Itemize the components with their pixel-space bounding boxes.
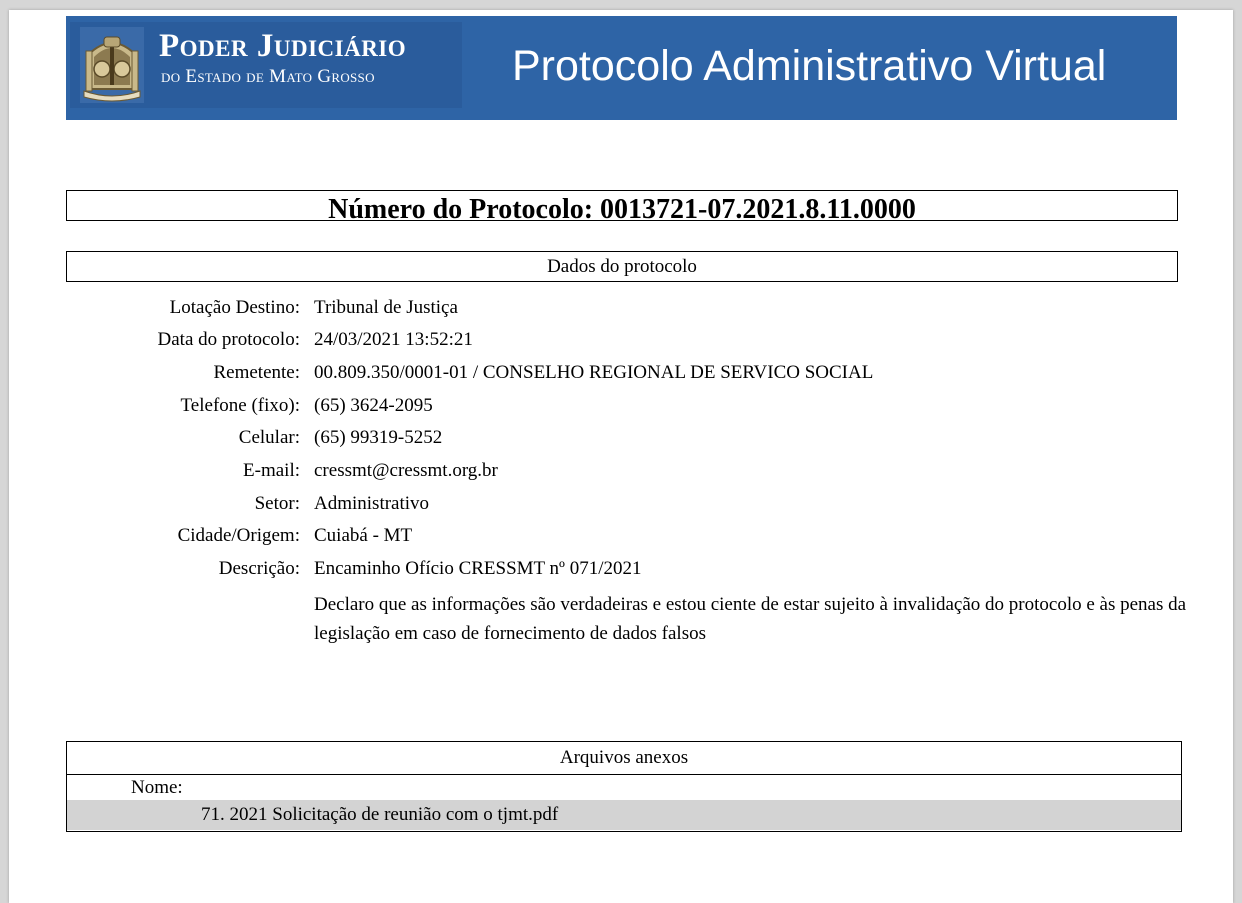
- attachments-table: [66, 741, 1182, 832]
- field-value: Tribunal de Justiça: [314, 297, 458, 318]
- field-label: Setor:: [254, 493, 300, 514]
- declaration-text: Declaro que as informações são verdadeiras e estou ciente de estar sujeito à invalidação do protocolo e às penas da legislação em caso de fornecimento de dados falsos: [314, 594, 1187, 644]
- field-label: Remetente:: [213, 362, 300, 383]
- dados-section-header: Dados do protocolo: [66, 251, 1178, 282]
- field-value: cressmt@cressmt.org.br: [314, 460, 498, 481]
- field-value: Administrativo: [314, 493, 430, 514]
- header-banner: [66, 16, 1177, 120]
- protocol-number: Número do Protocolo: 0013721-07.2021.8.11.0000: [328, 194, 916, 221]
- protocol-number-box: [66, 190, 1178, 221]
- field-value: (65) 99319-5252: [314, 427, 443, 448]
- field-label: Celular:: [238, 427, 300, 448]
- field-label: Cidade/Origem:: [177, 525, 300, 546]
- org-subtitle: do Estado de Mato Grosso: [161, 66, 375, 87]
- attachments-column-header: Nome:: [131, 777, 183, 798]
- field-label: Data do protocolo:: [157, 329, 300, 350]
- field-label: Lotação Destino:: [169, 297, 300, 318]
- field-label: Descrição:: [218, 558, 300, 579]
- org-name: Poder Judiciário: [159, 28, 407, 64]
- field-value: 24/03/2021 13:52:21: [314, 329, 473, 350]
- field-value: Cuiabá - MT: [314, 525, 413, 546]
- court-logo: [70, 22, 462, 108]
- field-label: Telefone (fixo):: [180, 395, 300, 416]
- system-title: Protocolo Administrativo Virtual: [512, 42, 1107, 90]
- field-value: 00.809.350/0001-01 / CONSELHO REGIONAL DE SERVICO SOCIAL: [314, 362, 874, 383]
- attachments-section-header: Arquivos anexos: [67, 742, 1181, 775]
- document-page: [9, 10, 1233, 903]
- field-value: (65) 3624-2095: [314, 395, 433, 416]
- field-value: Encaminho Ofício CRESSMT nº 071/2021: [314, 558, 642, 579]
- coat-of-arms-icon: [80, 27, 144, 103]
- attachment-filename[interactable]: 71. 2021 Solicitação de reunião com o tjmt.pdf: [201, 804, 559, 825]
- field-label: E-mail:: [243, 460, 300, 481]
- attachment-row[interactable]: [67, 800, 1181, 830]
